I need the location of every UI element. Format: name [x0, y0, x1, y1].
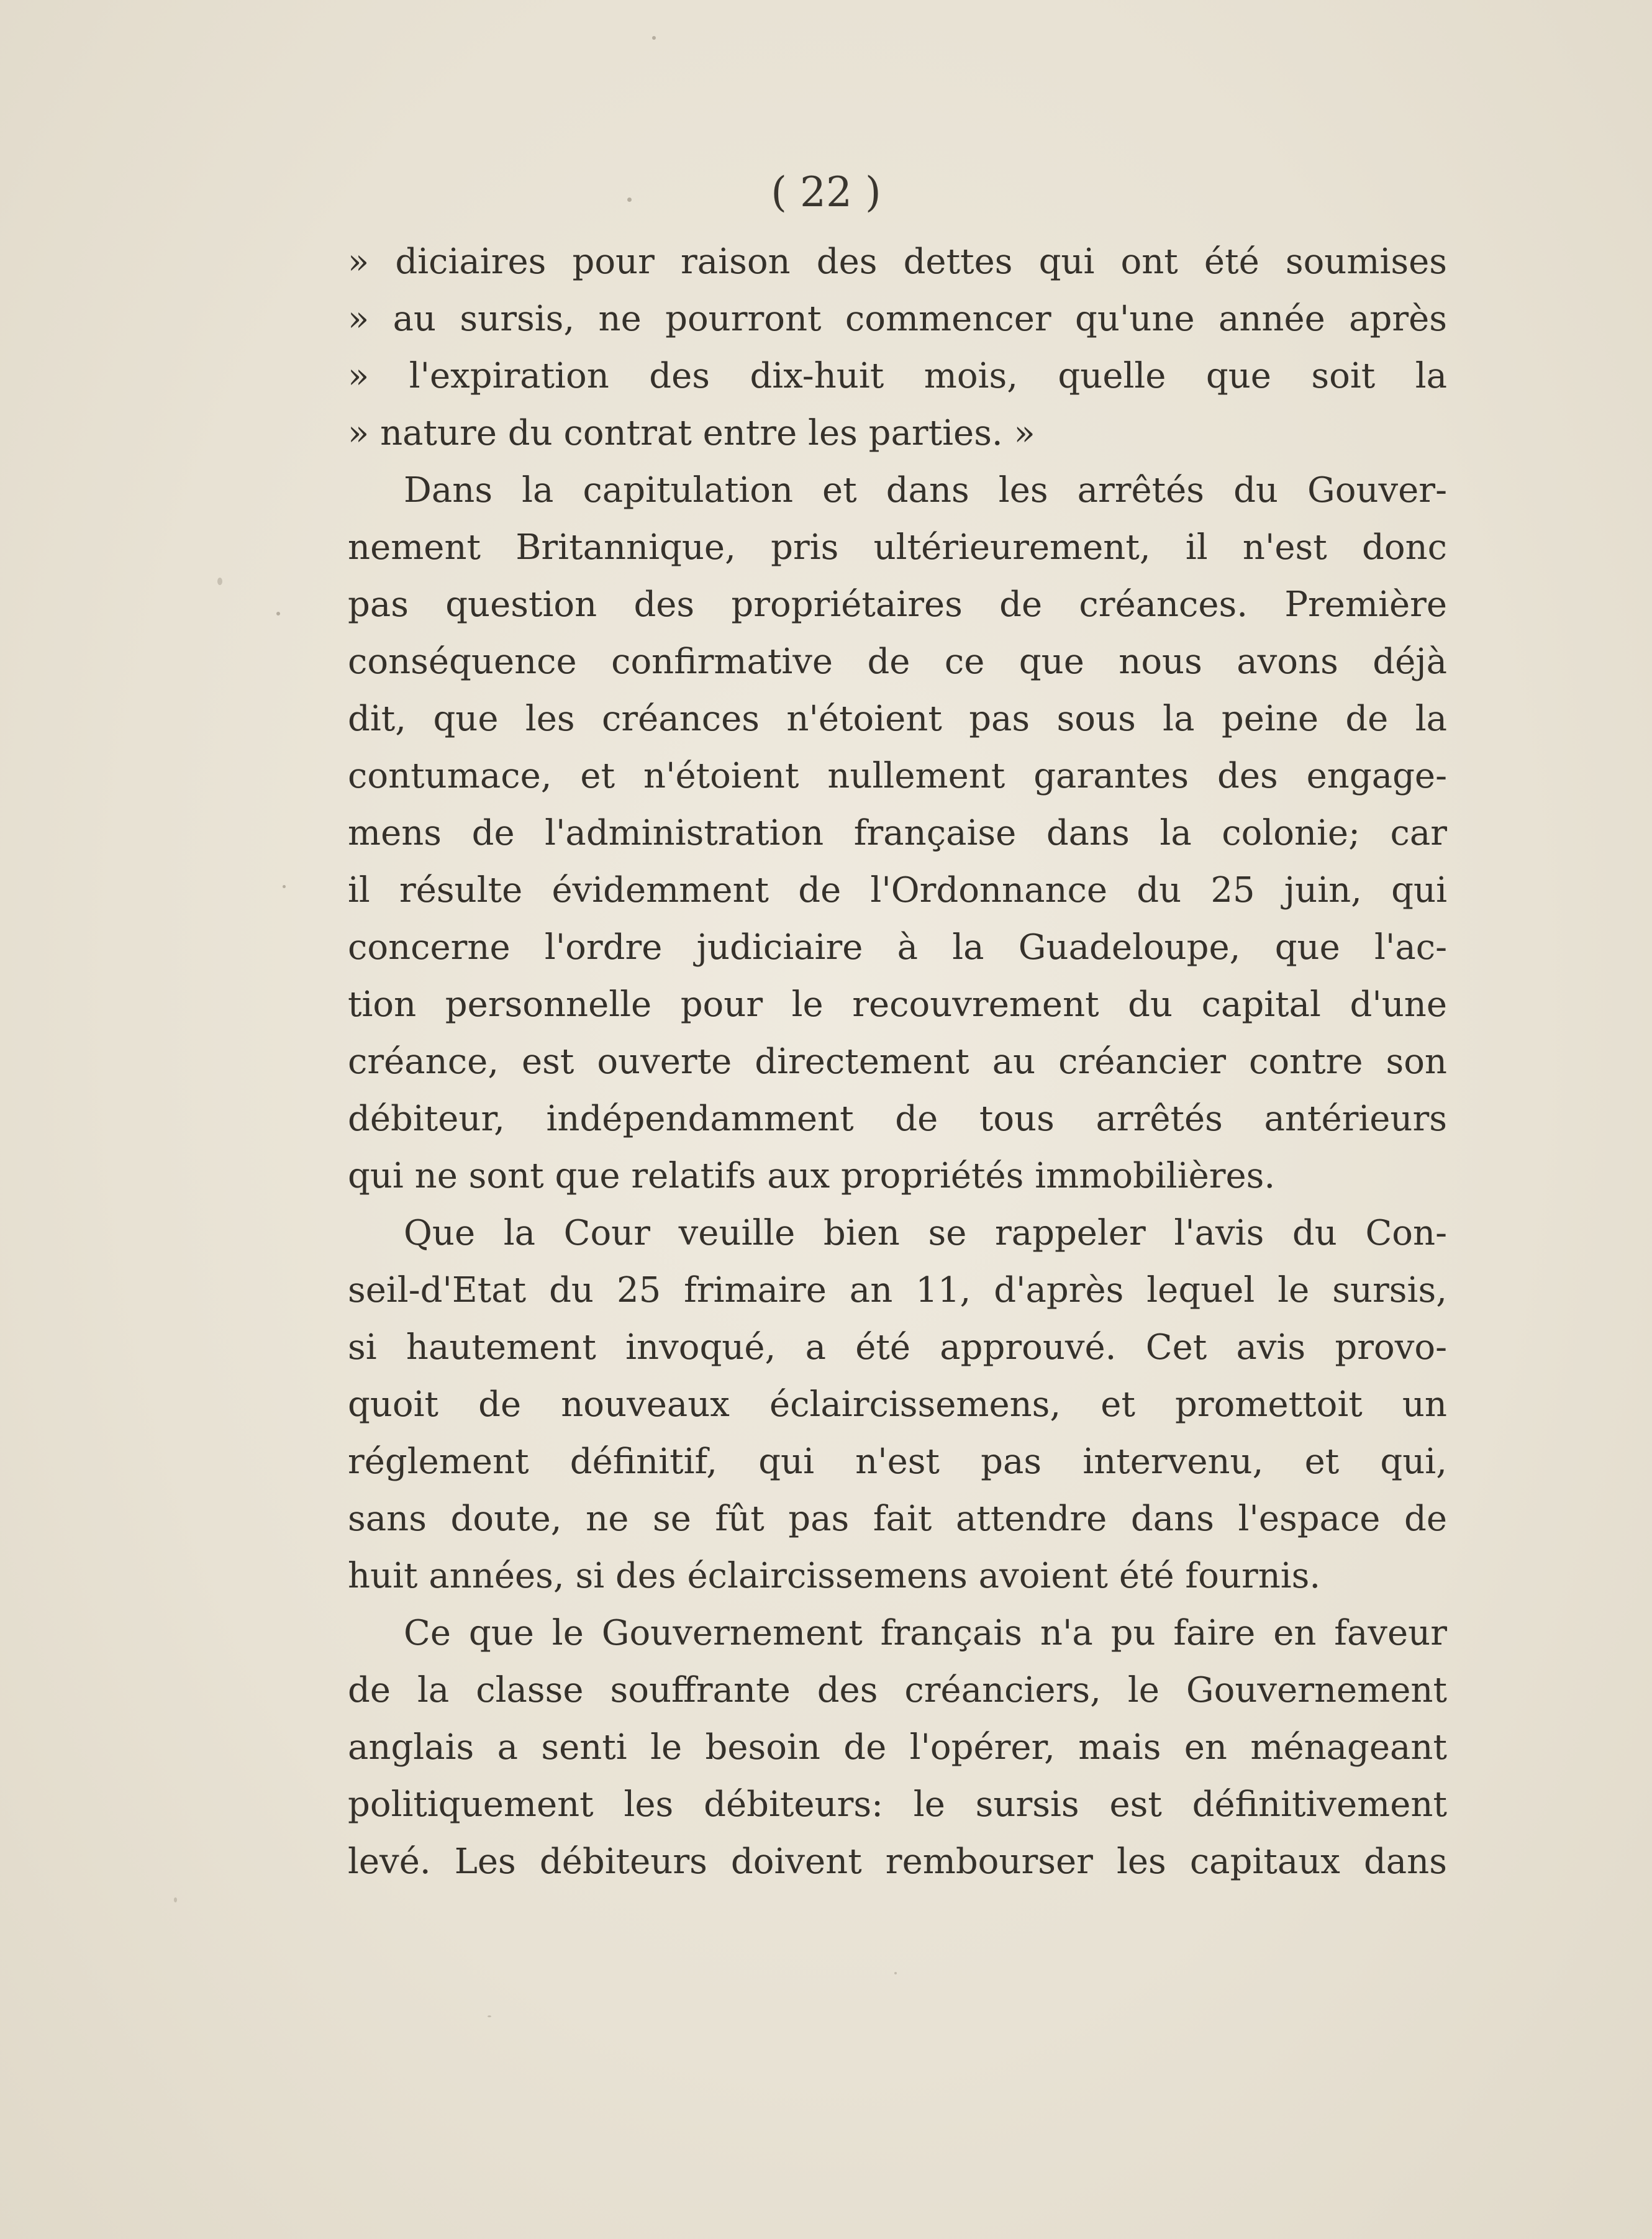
paper-speck — [276, 612, 280, 615]
text-line: il résulte évidemment de l'Ordonnance du 25 juin, qui — [348, 870, 1447, 911]
text-line: contumace, et n'étoient nullement garantes des engage- — [348, 756, 1447, 796]
paper-speck — [488, 2015, 491, 2017]
body-text — [348, 234, 1447, 1891]
text-line: dit, que les créances n'étoient pas sous la peine de la — [348, 699, 1447, 739]
paper-speck — [217, 578, 222, 585]
text-line: » au sursis, ne pourront commencer qu'une année après — [348, 299, 1447, 339]
text-line: réglement définitif, qui n'est pas intervenu, et qui, — [348, 1442, 1447, 1482]
text-line: » l'expiration des dix-huit mois, quelle que soit la — [348, 356, 1447, 396]
text-line: seil-d'Etat du 25 frimaire an 11, d'après lequel le sursis, — [348, 1270, 1447, 1310]
paper-speck — [174, 1897, 177, 1902]
text-line: conséquence confirmative de ce que nous avons déjà — [348, 642, 1447, 682]
text-line: débiteur, indépendamment de tous arrêtés antérieurs — [348, 1099, 1447, 1139]
text-line: mens de l'administration française dans la colonie; car — [348, 813, 1447, 853]
text-line: Que la Cour veuille bien se rappeler l'avis du Con- — [404, 1213, 1447, 1253]
text-line: » nature du contrat entre les parties. » — [348, 413, 1035, 453]
paper-speck — [283, 885, 286, 888]
text-line: pas question des propriétaires de créances. Première — [348, 584, 1447, 625]
paper-speck — [894, 1972, 897, 1974]
text-line: levé. Les débiteurs doivent rembourser les capitaux dans — [348, 1842, 1447, 1882]
page-number: ( 22 ) — [771, 168, 881, 216]
text-line: quoit de nouveaux éclaircissemens, et promettoit un — [348, 1384, 1447, 1425]
text-line: anglais a senti le besoin de l'opérer, mais en ménageant — [348, 1727, 1447, 1768]
text-line: si hautement invoqué, a été approuvé. Cet avis provo- — [348, 1327, 1447, 1368]
paper-speck — [652, 36, 656, 40]
text-line: huit années, si des éclaircissemens avoient été fournis. — [348, 1556, 1321, 1596]
text-line: » diciaires pour raison des dettes qui ont été soumises — [348, 242, 1447, 282]
text-line: concerne l'ordre judiciaire à la Guadeloupe, que l'ac- — [348, 927, 1447, 968]
text-line: tion personnelle pour le recouvrement du capital d'une — [348, 984, 1447, 1025]
text-line: qui ne sont que relatifs aux propriétés immobilières. — [348, 1156, 1276, 1196]
text-line: nement Britannique, pris ultérieurement, il n'est donc — [348, 527, 1447, 568]
text-line: créance, est ouverte directement au créancier contre son — [348, 1042, 1447, 1082]
text-line: Dans la capitulation et dans les arrêtés du Gouver- — [404, 470, 1447, 511]
text-line: sans doute, ne se fût pas fait attendre dans l'espace de — [348, 1499, 1447, 1539]
text-line: politiquement les débiteurs: le sursis est définitivement — [348, 1784, 1447, 1825]
text-line: de la classe souffrante des créanciers, le Gouvernement — [348, 1670, 1447, 1710]
text-line: Ce que le Gouvernement français n'a pu faire en faveur — [404, 1613, 1447, 1653]
